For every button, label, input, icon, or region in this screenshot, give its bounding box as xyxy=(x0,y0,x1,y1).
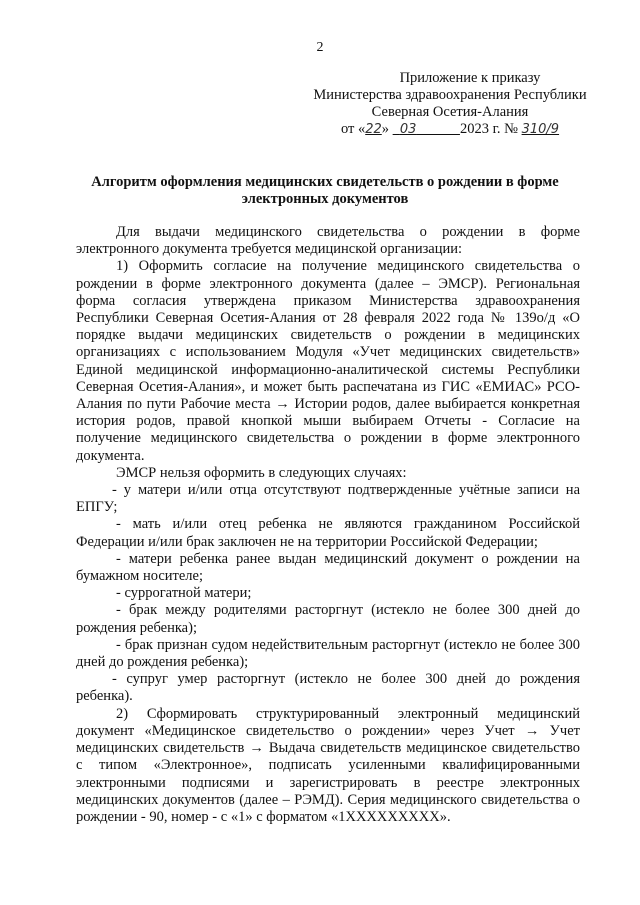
exception-item: - у матери и/или отца отсутствуют подтвержденные учётные записи на ЕПГУ; xyxy=(76,482,580,516)
exception-item: - суррогатной матери; xyxy=(116,585,252,602)
page-number: 2 xyxy=(316,40,324,55)
order-line xyxy=(300,121,600,138)
exception-item: - супруг умер расторгнут (истекло не более 300 дней до рождения ребенка). xyxy=(76,671,580,705)
paragraph-intro: Для выдачи медицинского свидетельства о рождении в форме электронного документа требуется медицинской организации: xyxy=(76,224,580,258)
appendix-header xyxy=(300,70,600,138)
appendix-line-1: Приложение к приказу xyxy=(399,70,541,86)
document-body xyxy=(76,224,580,826)
paragraph-exceptions-intro: ЭМСР нельзя оформить в следующих случаях: xyxy=(116,464,407,481)
exception-item: - брак признан судом недействительным расторгнут (истекло не более 300 дней до рождения ребенка); xyxy=(76,636,580,671)
document-title: Алгоритм оформления медицинских свидетельств о рождении в форме электронных документов xyxy=(91,174,559,207)
order-day: 22 xyxy=(365,122,382,137)
appendix-line-2: Министерства здравоохранения Республики xyxy=(313,87,587,103)
paragraph-step-1: 1) Оформить согласие на получение медицинского свидетельства о рождении в форме электронного документа (далее – ЭМСР). Региональная форма согласия утверждена приказом Министерства здравоохранения Республики Северная Осетия-Алания от 28 февраля 2022 года № 139о/д «О порядке выдачи медицинских свидетельств о рождении в медицинских организациях с использованием Модуля «Учет медицинских свидетельств» Единой медицинской информационно-аналитической системы Республики Северная Осетия-Алания», и может быть распечатана из ГИС «ЕМИАС» РСО-Алания по пути Рабочие места → Истории родов, далее выбирается конкретная история родов, правой кнопкой мыши выбираем Отчеты - Согласие на получение медицинского свидетельства о рождении в форме электронного документа. xyxy=(76,258,580,464)
order-year-text: 2023 г. № xyxy=(459,121,518,137)
order-month: 03 xyxy=(399,122,417,137)
exception-item: - мать и/или отец ребенка не являются гражданином Российской Федерации и/или брак заключен не на территории Российской Федерации; xyxy=(76,516,580,550)
appendix-line-3: Северная Осетия-Алания xyxy=(371,104,529,120)
order-mid: » xyxy=(381,121,393,137)
exception-item: - матери ребенка ранее выдан медицинский документ о рождении на бумажном носителе; xyxy=(76,550,580,585)
order-prefix: от « xyxy=(340,121,366,137)
paragraph-step-2: 2) Сформировать структурированный электронный медицинский документ «Медицинское свидетельство о рождении» через Учет → Учет медицинских свидетельств → Выдача свидетельств медицинское свидетельство с типом «Электронное», подписать усиленными квалифицированными электронными подписями и зарегистрировать в реестре электронных медицинских документов (далее – РЭМД). Серия медицинского свидетельства о рождении - 90, номер - с «1» с форматом «1XXXXXXXXX». xyxy=(76,705,580,825)
exception-item: - брак между родителями расторгнут (истекло не более 300 дней до рождения ребенка); xyxy=(76,602,580,636)
order-number: 310/9 xyxy=(521,122,560,137)
